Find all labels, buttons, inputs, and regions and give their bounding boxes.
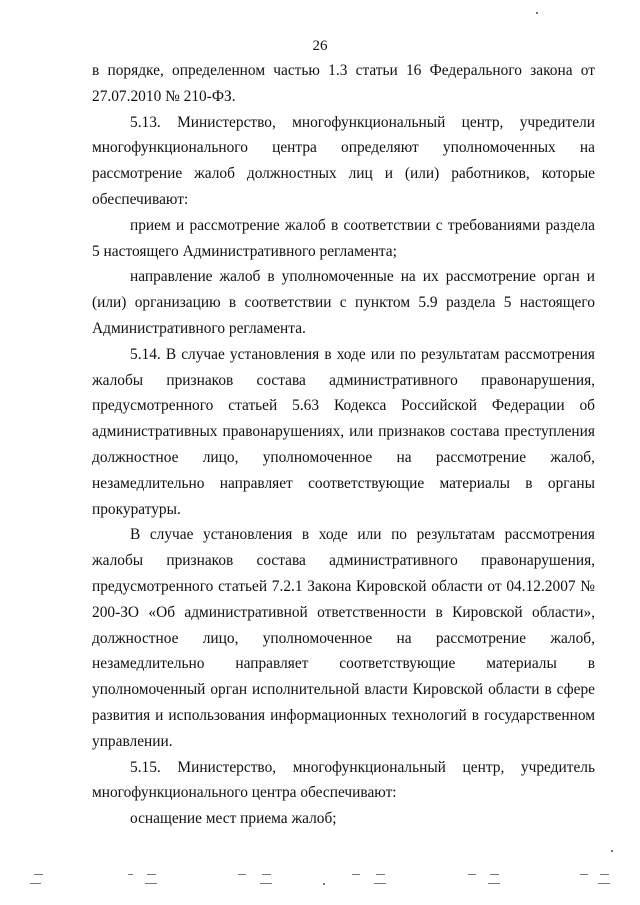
paragraph-5-15: 5.15. Министерство, многофункциональный центр, учредитель многофункционального центра обеспечивают:: [92, 758, 595, 802]
scan-mark: [145, 883, 157, 884]
paragraph-kirov-law: В случае установления в ходе или по результатам рассмотрения жалобы признаков состава административного правонарушения, предусмотренного статьей 7.2.1 Закона Кировской области от 04.12.2007 № 200-ЗО «Об административной ответственности в Кировской области», должностное лицо, уполномоченное на рассмотрение жалоб, незамедлительно направляет соответствующие материалы в уполномоченный орган исполнительной власти Кировской области в сфере развития и использования информационных технологий в государственном управлении.: [92, 526, 595, 750]
scan-mark: [468, 874, 476, 875]
paragraph-5-13: 5.13. Министерство, многофункциональный центр, учредители многофункционального центра определяют уполномоченных на рассмотрение жалоб должностных лиц и (или) работников, которые обеспечивают:: [92, 113, 595, 208]
document-body: [92, 58, 595, 832]
scan-speck: [536, 12, 538, 14]
scan-mark: [376, 874, 385, 875]
scan-mark: [147, 874, 156, 875]
paragraph-5-14: 5.14. В случае установления в ходе или по результатам рассмотрения жалобы признаков состава административного правонарушения, предусмотренного статьей 5.63 Кодекса Российской Федерации об административных правонарушениях, или признаков состава преступления должностное лицо, уполномоченное на рассмотрение жалоб, незамедлительно направляет соответствующие материалы в органы прокуратуры.: [92, 345, 595, 518]
page-number: 26: [312, 38, 328, 54]
list-item-forward-complaints: направление жалоб в уполномоченные на их рассмотрение орган и (или) организацию в соответствии с пунктом 5.9 раздела 5 настоящего Административного регламента.: [92, 268, 595, 337]
scan-mark: [374, 883, 386, 884]
scan-mark: [238, 874, 246, 875]
scan-mark: [34, 874, 43, 875]
list-item-receive-complaints: прием и рассмотрение жалоб в соответствии с требованиями раздела 5 настоящего Административного регламента;: [92, 216, 595, 260]
scan-mark: [260, 883, 272, 884]
scan-mark: [352, 874, 360, 875]
scan-mark: [128, 874, 133, 875]
scan-mark: [262, 874, 271, 875]
scan-mark: [600, 874, 609, 875]
scan-mark: [598, 883, 610, 884]
scan-speck: [323, 883, 325, 885]
paragraph-continuation: в порядке, определенном частью 1.3 статьи 16 Федерального закона от 27.07.2010 № 210-ФЗ.: [92, 62, 595, 105]
scan-artifacts: [0, 870, 640, 890]
list-item-equip-reception: оснащение мест приема жалоб;: [130, 810, 337, 828]
scan-mark: [580, 874, 588, 875]
scan-mark: [488, 883, 500, 884]
scan-speck: [611, 850, 613, 852]
scan-mark: [30, 883, 41, 884]
scan-mark: [490, 874, 499, 875]
